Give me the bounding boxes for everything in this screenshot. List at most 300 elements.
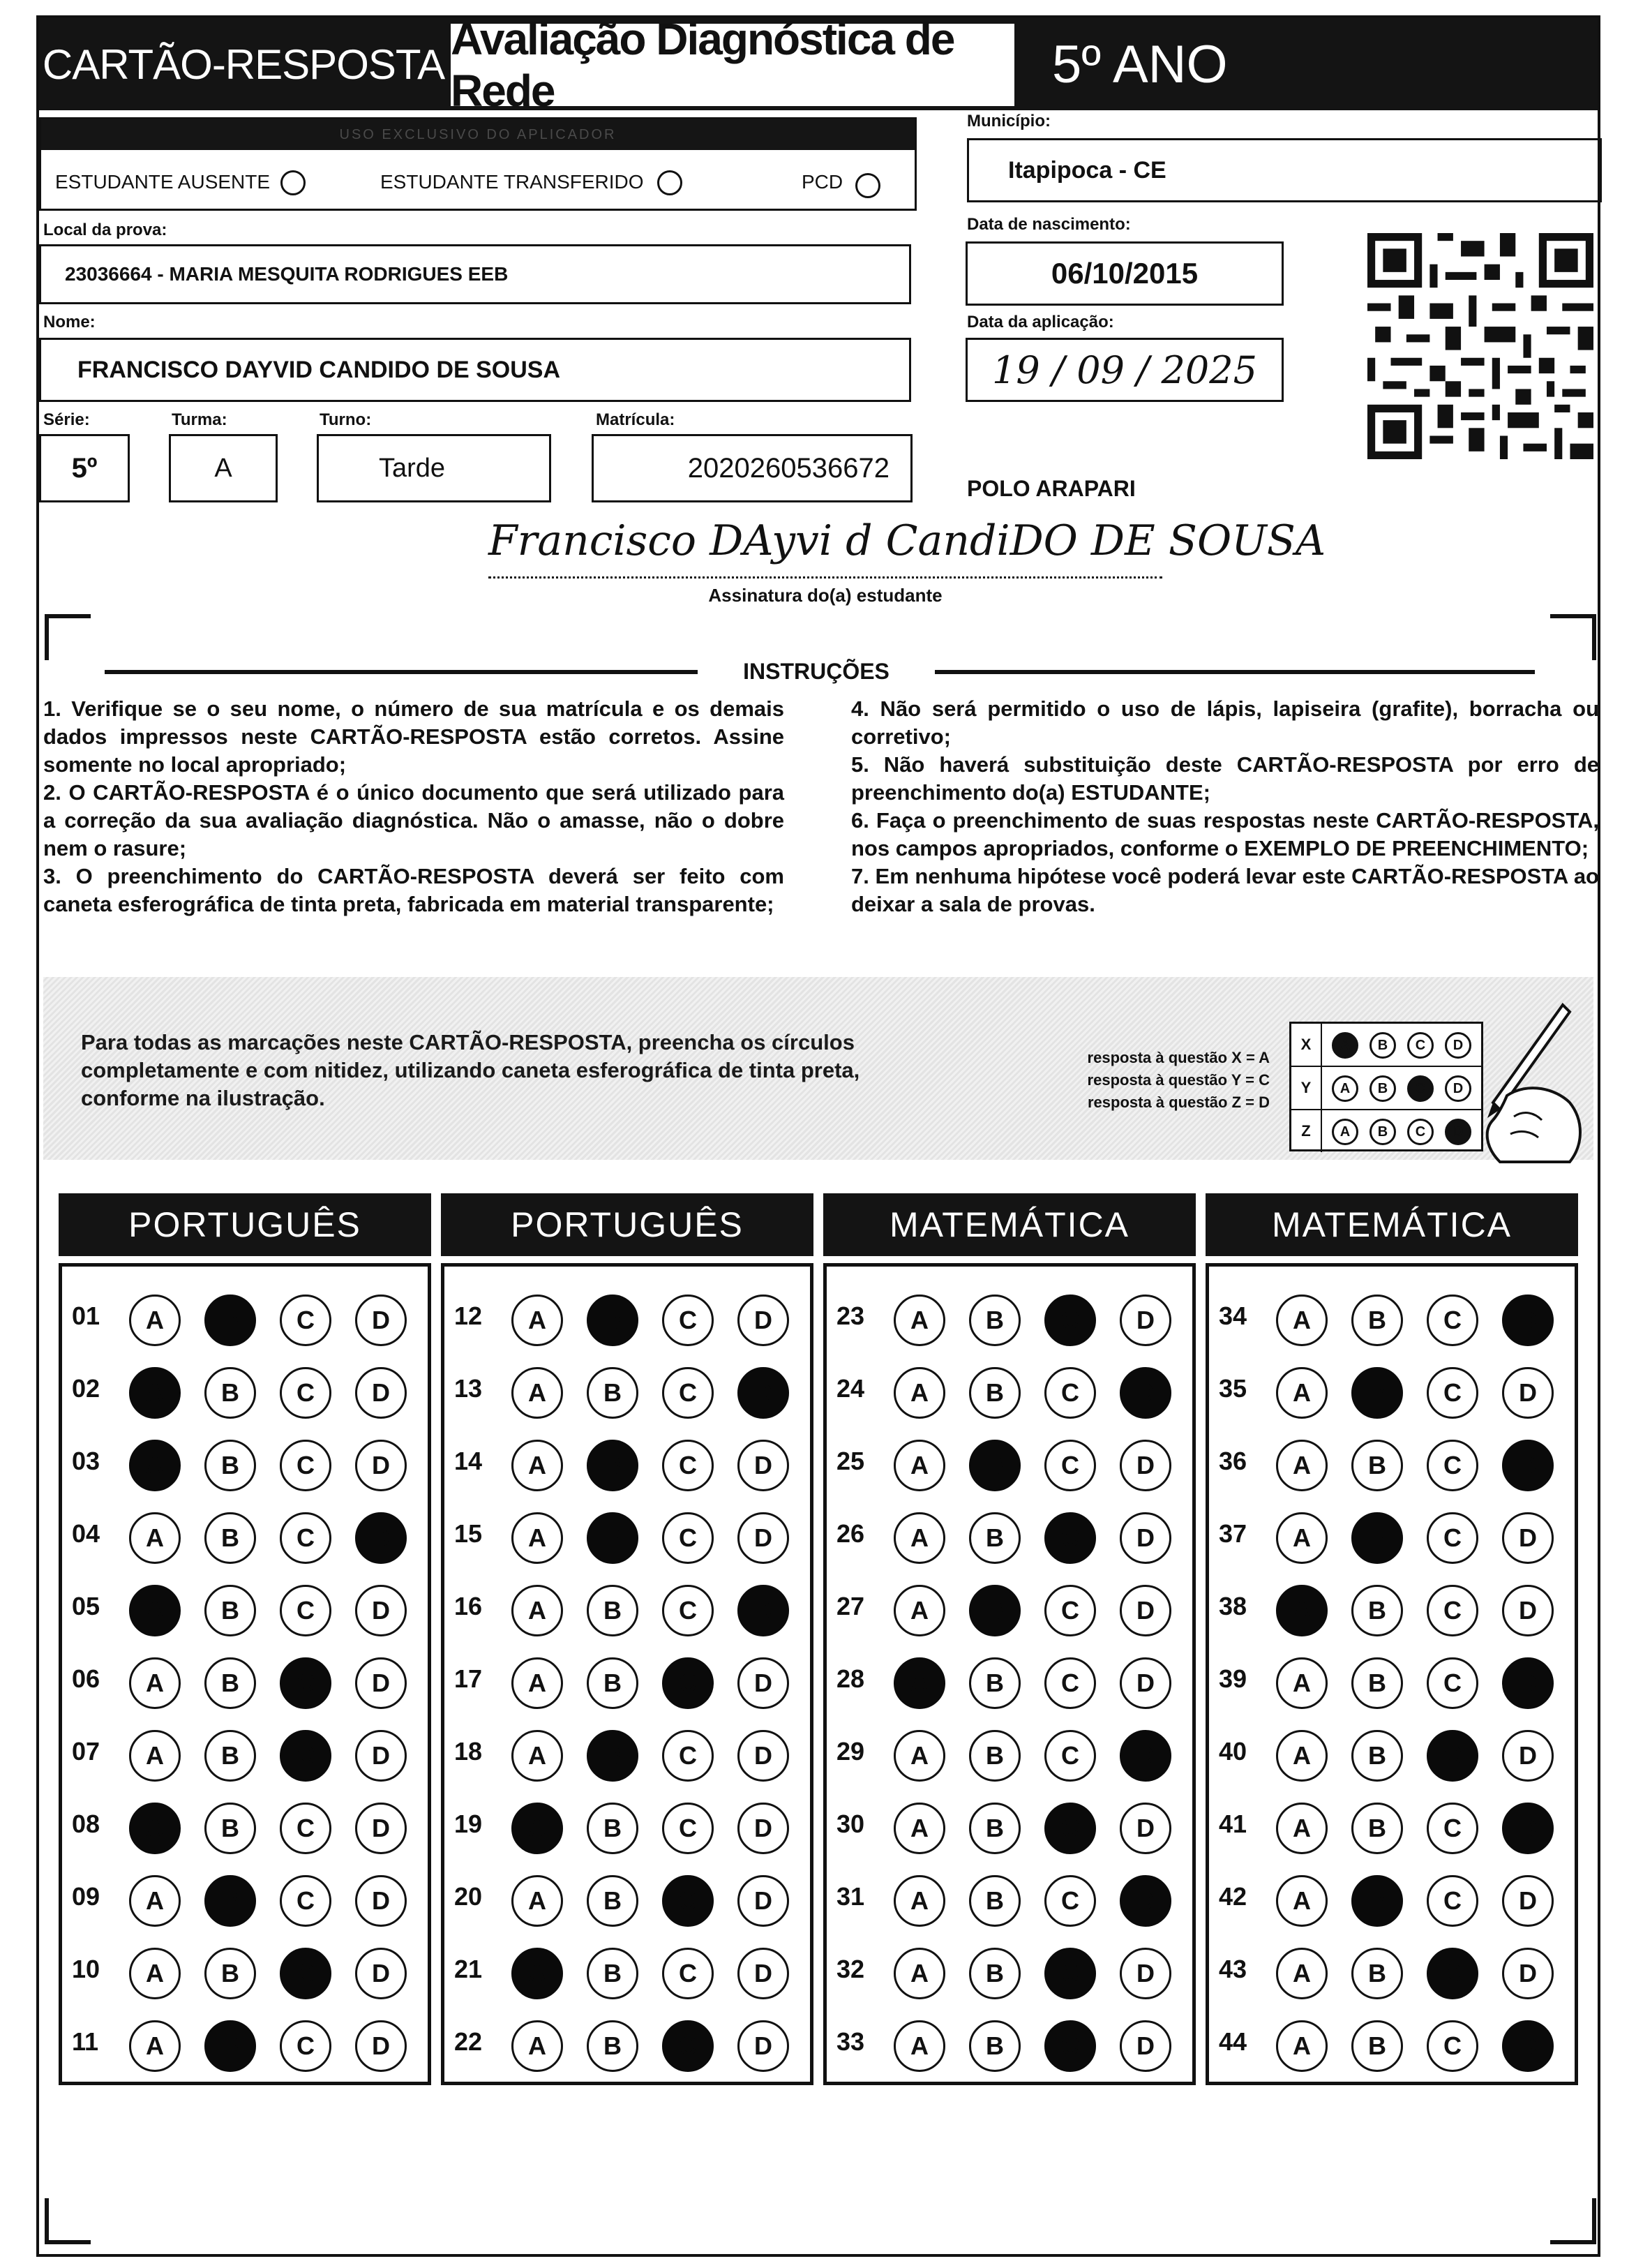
question-number: 28 <box>836 1664 865 1693</box>
answer-bubble-b[interactable]: B <box>204 1657 256 1709</box>
answer-bubble-b[interactable]: B <box>204 1730 256 1782</box>
answer-bubble-d[interactable]: D <box>737 1948 789 1999</box>
example-row <box>1291 1110 1481 1154</box>
answer-bubble-a[interactable]: A <box>129 1730 181 1782</box>
question-number: 12 <box>454 1301 483 1330</box>
answer-bubble-c[interactable]: C <box>1427 2020 1478 2072</box>
answer-bubble-c[interactable]: C <box>662 1803 714 1854</box>
application-date-field: 19 / 09 / 2025 <box>966 338 1284 402</box>
question-row <box>444 1934 810 2006</box>
answer-bubble-a[interactable]: A <box>511 1295 563 1346</box>
answer-bubble-d[interactable]: D <box>1120 1295 1171 1346</box>
answer-bubble-a[interactable]: A <box>1276 1512 1328 1564</box>
question-number: 29 <box>836 1737 865 1766</box>
example-keys <box>1033 1047 1270 1114</box>
question-row <box>444 1281 810 1353</box>
answer-bubble-a[interactable]: A <box>511 2020 563 2072</box>
answer-bubble-b[interactable]: B <box>204 1440 256 1491</box>
name-label: Nome: <box>43 313 96 331</box>
answer-bubble-c[interactable]: C <box>662 1512 714 1564</box>
answer-bubble-d[interactable]: D <box>355 1512 407 1564</box>
example-bubble-a: A <box>1332 1119 1358 1145</box>
question-row <box>827 1716 1192 1789</box>
turma-field: A <box>169 434 278 502</box>
answer-bubble-c[interactable]: C <box>662 1585 714 1636</box>
question-row <box>827 1861 1192 1934</box>
answer-bubble-c[interactable]: C <box>1427 1875 1478 1927</box>
example-bubble-a: A <box>1332 1075 1358 1102</box>
section-title: MATEMÁTICA <box>823 1193 1196 1256</box>
question-number: 26 <box>836 1519 865 1548</box>
example-row-label: Z <box>1291 1110 1322 1152</box>
answer-bubble-b[interactable]: B <box>969 1512 1021 1564</box>
answer-bubble-a[interactable]: A <box>894 2020 945 2072</box>
answer-bubble-a[interactable]: A <box>894 1875 945 1927</box>
answer-bubble-b[interactable]: B <box>1351 1585 1403 1636</box>
municipality-label: Município: <box>967 112 1051 130</box>
answer-bubble-b[interactable]: B <box>587 1657 638 1709</box>
question-number: 44 <box>1219 2027 1247 2056</box>
question-row <box>62 1861 428 1934</box>
answer-bubble-d[interactable]: D <box>355 1657 407 1709</box>
question-number: 16 <box>454 1592 483 1620</box>
example-key: resposta à questão Z = D <box>1087 1094 1270 1111</box>
question-row <box>444 1498 810 1571</box>
question-number: 05 <box>72 1592 100 1620</box>
card-title: CARTÃO-RESPOSTA <box>42 40 445 88</box>
answer-bubble-a[interactable]: A <box>1276 1295 1328 1346</box>
answer-bubble-c[interactable]: C <box>662 1367 714 1419</box>
answer-bubble-a[interactable]: A <box>129 2020 181 2072</box>
question-row <box>444 1353 810 1426</box>
question-number: 11 <box>72 2027 99 2056</box>
signature-label: Assinatura do(a) estudante <box>708 585 943 606</box>
signature-line <box>488 576 1162 579</box>
answer-bubble-b[interactable]: B <box>969 1803 1021 1854</box>
answer-bubble-d[interactable]: D <box>737 1730 789 1782</box>
answer-bubble-d[interactable]: D <box>737 1875 789 1927</box>
application-label: Data da aplicação: <box>967 313 1114 331</box>
answer-bubble-a[interactable]: A <box>1276 1657 1328 1709</box>
answer-bubble-d[interactable]: D <box>1120 1657 1171 1709</box>
question-number: 08 <box>72 1810 100 1838</box>
answer-bubble-b[interactable]: B <box>969 1730 1021 1782</box>
answer-bubble-d[interactable]: D <box>355 1803 407 1854</box>
answer-bubble-c[interactable]: C <box>662 2020 714 2072</box>
municipality-field: Itapipoca - CE <box>967 138 1602 202</box>
question-row <box>1209 1426 1575 1498</box>
birth-field: 06/10/2015 <box>966 241 1284 306</box>
answer-bubble-c[interactable]: C <box>1044 1657 1096 1709</box>
example-bubble-d: D <box>1445 1119 1471 1145</box>
birth-label: Data de nascimento: <box>967 215 1131 234</box>
answer-bubble-a[interactable]: A <box>129 1585 181 1636</box>
answer-bubble-c[interactable]: C <box>1044 1875 1096 1927</box>
question-number: 02 <box>72 1374 100 1403</box>
question-number: 04 <box>72 1519 100 1548</box>
question-row <box>827 1353 1192 1426</box>
answer-bubble-b[interactable]: B <box>1351 1803 1403 1854</box>
answer-bubble-b[interactable]: B <box>969 1948 1021 1999</box>
answer-bubble-a[interactable]: A <box>1276 1948 1328 1999</box>
answer-bubble-b[interactable]: B <box>1351 1440 1403 1491</box>
answer-section-box <box>441 1263 813 2085</box>
evaluation-title: Avaliação Diagnóstica de Rede <box>451 24 1014 106</box>
pcd-bubble[interactable] <box>855 173 880 198</box>
answer-bubble-a[interactable]: A <box>894 1585 945 1636</box>
answer-section-box <box>1206 1263 1578 2085</box>
answer-bubble-b[interactable]: B <box>587 1803 638 1854</box>
answer-bubble-d[interactable]: D <box>1502 1657 1554 1709</box>
answer-bubble-d[interactable]: D <box>355 1367 407 1419</box>
question-row <box>444 1571 810 1643</box>
answer-bubble-d[interactable]: D <box>737 1367 789 1419</box>
answer-bubble-d[interactable]: D <box>737 1440 789 1491</box>
signature: Francisco DAyvi d CandiDO DE SOUSA <box>488 516 1326 565</box>
answer-bubble-b[interactable]: B <box>1351 1875 1403 1927</box>
answer-bubble-b[interactable]: B <box>204 1875 256 1927</box>
answer-bubble-b[interactable]: B <box>204 2020 256 2072</box>
polo-label: POLO ARAPARI <box>967 476 1136 501</box>
answer-bubble-a[interactable]: A <box>511 1803 563 1854</box>
answer-bubble-c[interactable]: C <box>662 1657 714 1709</box>
question-row <box>444 1643 810 1716</box>
answer-bubble-b[interactable]: B <box>587 1512 638 1564</box>
answer-bubble-b[interactable]: B <box>204 1803 256 1854</box>
corner-mark-bottom-right <box>1550 2198 1596 2244</box>
answer-bubble-b[interactable]: B <box>204 1295 256 1346</box>
answer-bubble-b[interactable]: B <box>587 1295 638 1346</box>
question-row <box>62 1934 428 2006</box>
example-row-label: X <box>1291 1024 1322 1066</box>
corner-mark-bottom-left <box>45 2198 91 2244</box>
example-text: Para todas as marcações neste CARTÃO-RESPOSTA, preencha os círculos completamente e com nitidez, utilizando caneta esferográfica de tinta preta, conforme na ilustração. <box>81 1030 860 1110</box>
answer-bubble-d[interactable]: D <box>1502 1875 1554 1927</box>
answer-bubble-a[interactable]: A <box>511 1367 563 1419</box>
answer-bubble-b[interactable]: B <box>969 1295 1021 1346</box>
answer-bubble-a[interactable]: A <box>129 1875 181 1927</box>
answer-bubble-a[interactable]: A <box>1276 1367 1328 1419</box>
answer-bubble-c[interactable]: C <box>1044 1440 1096 1491</box>
answer-bubble-d[interactable]: D <box>1502 2020 1554 2072</box>
question-row <box>62 1716 428 1789</box>
question-number: 37 <box>1219 1519 1247 1548</box>
answer-bubble-b[interactable]: B <box>204 1512 256 1564</box>
question-row <box>827 1934 1192 2006</box>
answer-bubble-d[interactable]: D <box>1120 1440 1171 1491</box>
example-bubble-d: D <box>1445 1032 1471 1059</box>
question-number: 30 <box>836 1810 865 1838</box>
answer-bubble-c[interactable]: C <box>662 1295 714 1346</box>
answer-bubble-c[interactable]: C <box>280 1657 331 1709</box>
question-number: 41 <box>1219 1810 1247 1838</box>
question-number: 36 <box>1219 1447 1247 1475</box>
example-bubble-b: B <box>1369 1119 1396 1145</box>
answer-bubble-c[interactable]: C <box>1044 1730 1096 1782</box>
answer-bubble-c[interactable]: C <box>1044 1295 1096 1346</box>
answer-bubble-a[interactable]: A <box>511 1512 563 1564</box>
turno-label: Turno: <box>320 410 372 429</box>
answer-bubble-c[interactable]: C <box>1427 1657 1478 1709</box>
answer-bubble-c[interactable]: C <box>280 2020 331 2072</box>
answer-bubble-b[interactable]: B <box>204 1585 256 1636</box>
answer-bubble-c[interactable]: C <box>662 1440 714 1491</box>
answer-bubble-a[interactable]: A <box>1276 2020 1328 2072</box>
answer-bubble-a[interactable]: A <box>1276 1875 1328 1927</box>
question-row <box>62 1643 428 1716</box>
answer-bubble-b[interactable]: B <box>969 1875 1021 1927</box>
answer-bubble-d[interactable]: D <box>1502 1295 1554 1346</box>
answer-bubble-d[interactable]: D <box>1502 1585 1554 1636</box>
question-row <box>1209 2006 1575 2079</box>
answer-bubble-b[interactable]: B <box>969 1657 1021 1709</box>
answer-bubble-a[interactable]: A <box>511 1585 563 1636</box>
example-row <box>1291 1024 1481 1067</box>
answer-bubble-d[interactable]: D <box>1120 1367 1171 1419</box>
answer-bubble-a[interactable]: A <box>129 1295 181 1346</box>
answer-bubble-c[interactable]: C <box>280 1730 331 1782</box>
answer-bubble-a[interactable]: A <box>129 1512 181 1564</box>
question-row <box>62 1353 428 1426</box>
answer-bubble-c[interactable]: C <box>1427 1730 1478 1782</box>
question-row <box>827 2006 1192 2079</box>
question-row <box>827 1571 1192 1643</box>
answer-bubble-a[interactable]: A <box>1276 1440 1328 1491</box>
answer-bubble-a[interactable]: A <box>129 1657 181 1709</box>
answer-bubble-b[interactable]: B <box>587 2020 638 2072</box>
instructions-rule-right <box>935 670 1535 674</box>
answer-bubble-d[interactable]: D <box>1120 2020 1171 2072</box>
question-number: 38 <box>1219 1592 1247 1620</box>
question-number: 20 <box>454 1882 483 1911</box>
answer-bubble-d[interactable]: D <box>1120 1585 1171 1636</box>
answer-bubble-a[interactable]: A <box>511 1730 563 1782</box>
transferred-bubble[interactable] <box>657 170 682 195</box>
answer-bubble-a[interactable]: A <box>511 1875 563 1927</box>
question-row <box>1209 1281 1575 1353</box>
answer-bubble-a[interactable]: A <box>894 1512 945 1564</box>
matricula-label: Matrícula: <box>596 410 675 429</box>
answer-section-box <box>823 1263 1196 2085</box>
question-number: 21 <box>454 1955 483 1983</box>
answer-bubble-c[interactable]: C <box>1427 1295 1478 1346</box>
answer-bubble-c[interactable]: C <box>1044 1367 1096 1419</box>
answer-bubble-d[interactable]: D <box>1502 1512 1554 1564</box>
answer-bubble-b[interactable]: B <box>1351 1367 1403 1419</box>
question-number: 06 <box>72 1664 100 1693</box>
answer-bubble-c[interactable]: C <box>1427 1948 1478 1999</box>
answer-bubble-b[interactable]: B <box>969 1585 1021 1636</box>
answer-bubble-c[interactable]: C <box>280 1875 331 1927</box>
question-number: 09 <box>72 1882 100 1911</box>
answer-bubble-b[interactable]: B <box>587 1367 638 1419</box>
answer-bubble-a[interactable]: A <box>894 1367 945 1419</box>
example-row <box>1291 1067 1481 1110</box>
answer-bubble-d[interactable]: D <box>737 2020 789 2072</box>
answer-bubble-a[interactable]: A <box>129 1803 181 1854</box>
answer-bubble-c[interactable]: C <box>1044 1585 1096 1636</box>
question-row <box>62 1571 428 1643</box>
applicator-row <box>41 150 915 210</box>
answer-bubble-a[interactable]: A <box>894 1657 945 1709</box>
answer-bubble-d[interactable]: D <box>355 1948 407 1999</box>
qr-code <box>1367 233 1593 459</box>
section-title: PORTUGUÊS <box>441 1193 813 1256</box>
example-bubble-c: C <box>1407 1032 1434 1059</box>
answer-bubble-b[interactable]: B <box>1351 1730 1403 1782</box>
answer-bubble-b[interactable]: B <box>587 1730 638 1782</box>
answer-bubble-c[interactable]: C <box>1427 1440 1478 1491</box>
pcd-label: PCD <box>802 171 843 193</box>
answer-bubble-b[interactable]: B <box>969 1440 1021 1491</box>
question-number: 34 <box>1219 1301 1247 1330</box>
answer-bubble-b[interactable]: B <box>1351 1512 1403 1564</box>
answer-bubble-b[interactable]: B <box>1351 1295 1403 1346</box>
example-bubble-d: D <box>1445 1075 1471 1102</box>
answer-bubble-a[interactable]: A <box>1276 1730 1328 1782</box>
example-grid <box>1289 1022 1483 1151</box>
applicator-box <box>39 117 917 211</box>
answer-bubble-d[interactable]: D <box>1120 1512 1171 1564</box>
question-number: 35 <box>1219 1374 1247 1403</box>
answer-bubble-d[interactable]: D <box>1502 1948 1554 1999</box>
question-number: 24 <box>836 1374 865 1403</box>
question-row <box>1209 1571 1575 1643</box>
answer-bubble-c[interactable]: C <box>1427 1585 1478 1636</box>
answer-bubble-a[interactable]: A <box>511 1948 563 1999</box>
answer-bubble-c[interactable]: C <box>1044 1803 1096 1854</box>
answer-bubble-d[interactable]: D <box>1120 1948 1171 1999</box>
answer-section-box <box>59 1263 431 2085</box>
answer-bubble-c[interactable]: C <box>662 1875 714 1927</box>
question-number: 31 <box>836 1882 865 1911</box>
answer-bubble-a[interactable]: A <box>129 1367 181 1419</box>
answer-bubble-a[interactable]: A <box>894 1295 945 1346</box>
answer-bubble-a[interactable]: A <box>129 1440 181 1491</box>
question-number: 01 <box>72 1301 100 1330</box>
answer-bubble-c[interactable]: C <box>280 1440 331 1491</box>
answer-bubble-a[interactable]: A <box>1276 1803 1328 1854</box>
grade-title: 5º ANO <box>1052 34 1228 94</box>
question-number: 14 <box>454 1447 483 1475</box>
answer-bubble-c[interactable]: C <box>280 1948 331 1999</box>
answer-bubble-b[interactable]: B <box>969 2020 1021 2072</box>
question-number: 07 <box>72 1737 100 1766</box>
answer-bubble-d[interactable]: D <box>737 1803 789 1854</box>
answer-bubble-b[interactable]: B <box>587 1875 638 1927</box>
question-row <box>1209 1789 1575 1861</box>
answer-bubble-b[interactable]: B <box>587 1948 638 1999</box>
answer-bubble-b[interactable]: B <box>587 1585 638 1636</box>
answer-bubble-b[interactable]: B <box>1351 1657 1403 1709</box>
instructions-left: 1. Verifique se o seu nome, o número de sua matrícula e os demais dados impressos neste CARTÃO-RESPOSTA estão corretos. Assine somente no local apropriado; 2. O CARTÃO-RESPOSTA é o único documento que será utilizado para a correção da sua avaliação diagnóstica. Não o amasse, não o dobre nem o rasure; 3. O preenchimento do CARTÃO-RESPOSTA deverá ser feito com caneta esferográfica de tinta preta, fabricada em material transparente; <box>43 696 784 916</box>
question-number: 18 <box>454 1737 483 1766</box>
answer-bubble-b[interactable]: B <box>969 1367 1021 1419</box>
answer-bubble-c[interactable]: C <box>280 1295 331 1346</box>
matricula-field: 2020260536672 <box>592 434 913 502</box>
example-bubble-a: A <box>1332 1032 1358 1059</box>
answer-bubble-a[interactable]: A <box>511 1440 563 1491</box>
answer-bubble-d[interactable]: D <box>737 1585 789 1636</box>
example-key: resposta à questão X = A <box>1087 1049 1270 1066</box>
answer-bubble-b[interactable]: B <box>1351 1948 1403 1999</box>
answer-bubble-d[interactable]: D <box>1120 1730 1171 1782</box>
serie-field: 5º <box>39 434 130 502</box>
answer-bubble-d[interactable]: D <box>1502 1730 1554 1782</box>
answer-bubble-c[interactable]: C <box>662 1948 714 1999</box>
answer-bubble-d[interactable]: D <box>355 1585 407 1636</box>
answer-bubble-a[interactable]: A <box>511 1657 563 1709</box>
answer-bubble-a[interactable]: A <box>1276 1585 1328 1636</box>
question-row <box>62 1498 428 1571</box>
answer-bubble-d[interactable]: D <box>737 1512 789 1564</box>
answer-bubble-c[interactable]: C <box>1044 2020 1096 2072</box>
answer-bubble-d[interactable]: D <box>355 1730 407 1782</box>
example-bubble-c: C <box>1407 1075 1434 1102</box>
transferred-label: ESTUDANTE TRANSFERIDO <box>380 171 644 193</box>
answer-bubble-d[interactable]: D <box>737 1657 789 1709</box>
absent-bubble[interactable] <box>280 170 306 195</box>
answer-bubble-a[interactable]: A <box>894 1948 945 1999</box>
answer-bubble-b[interactable]: B <box>204 1367 256 1419</box>
answer-bubble-c[interactable]: C <box>662 1730 714 1782</box>
answer-bubble-d[interactable]: D <box>355 1875 407 1927</box>
question-row <box>1209 1353 1575 1426</box>
answer-bubble-c[interactable]: C <box>1427 1367 1478 1419</box>
name-field: FRANCISCO DAYVID CANDIDO DE SOUSA <box>39 338 911 402</box>
answer-bubble-c[interactable]: C <box>280 1512 331 1564</box>
answer-bubble-b[interactable]: B <box>587 1440 638 1491</box>
answer-bubble-d[interactable]: D <box>1502 1440 1554 1491</box>
question-row <box>444 1426 810 1498</box>
question-row <box>444 1789 810 1861</box>
answer-bubble-d[interactable]: D <box>1120 1803 1171 1854</box>
corner-mark-top-left <box>45 614 91 660</box>
question-row <box>444 1716 810 1789</box>
answer-bubble-c[interactable]: C <box>280 1585 331 1636</box>
answer-bubble-b[interactable]: B <box>204 1948 256 1999</box>
answer-bubble-c[interactable]: C <box>1427 1803 1478 1854</box>
answer-bubble-c[interactable]: C <box>1427 1512 1478 1564</box>
answer-bubble-a[interactable]: A <box>894 1730 945 1782</box>
example-key: resposta à questão Y = C <box>1087 1071 1270 1089</box>
answer-bubble-d[interactable]: D <box>1120 1875 1171 1927</box>
answer-bubble-c[interactable]: C <box>280 1367 331 1419</box>
question-number: 10 <box>72 1955 100 1983</box>
turma-label: Turma: <box>172 410 227 429</box>
answer-bubble-a[interactable]: A <box>129 1948 181 1999</box>
answer-bubble-d[interactable]: D <box>355 1440 407 1491</box>
answer-bubble-c[interactable]: C <box>1044 1948 1096 1999</box>
question-number: 32 <box>836 1955 865 1983</box>
question-row <box>827 1281 1192 1353</box>
answer-bubble-d[interactable]: D <box>737 1295 789 1346</box>
answer-bubble-d[interactable]: D <box>1502 1367 1554 1419</box>
answer-bubble-d[interactable]: D <box>1502 1803 1554 1854</box>
answer-bubble-a[interactable]: A <box>894 1803 945 1854</box>
answer-bubble-b[interactable]: B <box>1351 2020 1403 2072</box>
answer-bubble-c[interactable]: C <box>1044 1512 1096 1564</box>
question-number: 42 <box>1219 1882 1247 1911</box>
answer-bubble-c[interactable]: C <box>280 1803 331 1854</box>
question-row <box>827 1426 1192 1498</box>
question-number: 15 <box>454 1519 483 1548</box>
answer-bubble-d[interactable]: D <box>355 2020 407 2072</box>
question-row <box>444 2006 810 2079</box>
question-number: 13 <box>454 1374 483 1403</box>
answer-bubble-a[interactable]: A <box>894 1440 945 1491</box>
answer-bubble-d[interactable]: D <box>355 1295 407 1346</box>
